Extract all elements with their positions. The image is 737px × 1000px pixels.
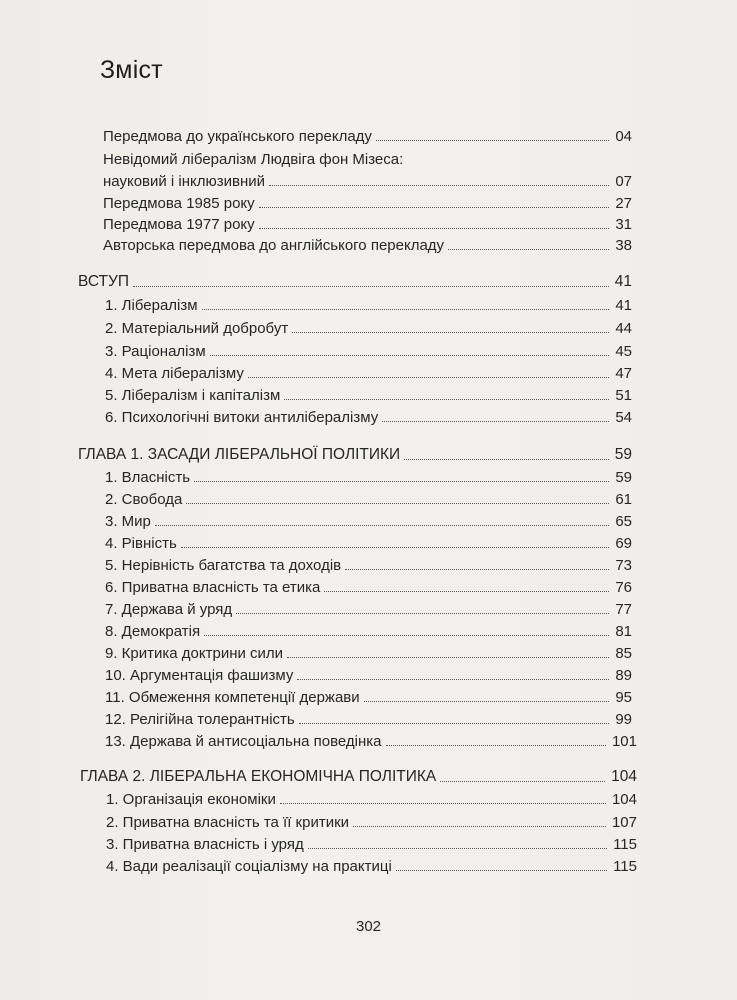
toc-entry (105, 535, 632, 552)
toc-entry-page: 59 (614, 446, 632, 463)
toc-entry-text: Передмова 1985 року (103, 195, 255, 212)
dot-leader (194, 481, 609, 482)
toc-entry-text: 4. Рівність (105, 535, 177, 552)
toc-entry-text: ГЛАВА 1. ЗАСАДИ ЛІБЕРАЛЬНОЇ ПОЛІТИКИ (78, 446, 401, 463)
toc-section-heading (78, 446, 632, 464)
toc-entry-page: 47 (615, 365, 632, 382)
dot-leader (236, 613, 609, 614)
toc-entry-page: 104 (611, 791, 637, 808)
toc-entry-page: 59 (615, 469, 632, 486)
dot-leader (376, 140, 609, 141)
toc-entry-page: 51 (615, 387, 632, 404)
toc-entry-text: 12. Релігійна толерантність (105, 711, 295, 728)
toc-entry-text: 1. Власність (105, 469, 191, 486)
dot-leader (287, 657, 609, 658)
toc-entry-text: 3. Мир (105, 513, 151, 530)
dot-leader (248, 377, 609, 378)
dot-leader (133, 286, 609, 287)
toc-entry-text: Передмова до українського перекладу (103, 128, 372, 145)
toc-entry-page: 04 (615, 128, 632, 145)
toc-entry-text: 1. Лібералізм (105, 297, 198, 314)
toc-entry-text: 2. Матеріальний добробут (105, 320, 289, 337)
toc-entry-text: 6. Приватна власність та етика (105, 579, 321, 596)
toc-entry-text: Передмова 1977 року (103, 216, 255, 233)
dot-leader (269, 185, 609, 186)
toc-entry-page: 61 (615, 491, 632, 508)
toc-entry (103, 128, 632, 145)
dot-leader (297, 679, 609, 680)
toc-entry-text: 3. Раціоналізм (105, 343, 206, 360)
toc-entry (106, 814, 637, 831)
toc-entry-text: 2. Приватна власність та її критики (106, 814, 350, 831)
toc-entry-page: 99 (615, 711, 632, 728)
dot-leader (396, 870, 607, 871)
toc-entry-page: 45 (615, 343, 632, 360)
toc-entry-text: Невідомий лібералізм Людвіга фон Мізеса: (103, 151, 404, 168)
toc-entry-page: 101 (611, 733, 637, 750)
toc-entry-text: 1. Організація економіки (106, 791, 276, 808)
dot-leader (386, 745, 606, 746)
toc-entry (105, 469, 632, 486)
toc-entry (103, 173, 632, 190)
toc-entry (106, 836, 637, 853)
dot-leader (353, 826, 606, 827)
toc-entry-page: 54 (615, 409, 632, 426)
toc-entry-text: Авторська передмова до англійського перекладу (103, 237, 445, 254)
dot-leader (448, 249, 609, 250)
dot-leader (299, 723, 610, 724)
toc-entry (105, 557, 632, 574)
dot-leader (364, 701, 610, 702)
dot-leader (308, 848, 607, 849)
dot-leader (345, 569, 609, 570)
toc-entry-text: 2. Свобода (105, 491, 183, 508)
toc-entry-text: 8. Демократія (105, 623, 201, 640)
toc-entry-page: 38 (615, 237, 632, 254)
toc-entry-text: 11. Обмеження компетенції держави (105, 689, 360, 706)
toc-entry (105, 689, 632, 706)
dot-leader (155, 525, 609, 526)
toc-section-heading (80, 768, 637, 786)
toc-entry (105, 711, 632, 728)
dot-leader (259, 228, 610, 229)
toc-entry-text: 6. Психологічні витоки антилібералізму (105, 409, 379, 426)
toc-entry (105, 409, 632, 426)
toc-entry-page: 107 (611, 814, 637, 831)
toc-entry-text: 3. Приватна власність і уряд (106, 836, 304, 853)
dot-leader (204, 635, 609, 636)
dot-leader (259, 207, 610, 208)
toc-entry-text: 7. Держава й уряд (105, 601, 233, 618)
toc-entry (105, 667, 632, 684)
toc-entry-page: 44 (615, 320, 632, 337)
toc-entry (105, 365, 632, 382)
toc-entry-page: 31 (615, 216, 632, 233)
toc-entry (105, 513, 632, 530)
toc-entry-page: 95 (615, 689, 632, 706)
dot-leader (292, 332, 609, 333)
toc-entry (105, 623, 632, 640)
toc-entry-page: 115 (613, 858, 637, 875)
toc-entry-text: науковий і інклюзивний (103, 173, 266, 190)
toc-entry (103, 237, 632, 254)
toc-entry-text: 13. Держава й антисоціальна поведінка (105, 733, 382, 750)
toc-section-heading (78, 273, 632, 291)
dot-leader (210, 355, 610, 356)
toc-entry-page: 115 (613, 836, 637, 853)
toc-entry (105, 579, 632, 596)
toc-entry-page: 77 (615, 601, 632, 618)
toc-entry (103, 195, 632, 212)
toc-entry-page: 73 (615, 557, 632, 574)
toc-entry (105, 320, 632, 337)
toc-entry-text: 4. Вади реалізації соціалізму на практиці (106, 858, 392, 875)
toc-entry (105, 343, 632, 360)
toc-entry-text: 5. Нерівність багатства та доходів (105, 557, 342, 574)
dot-leader (404, 459, 609, 460)
toc-entry-text: 4. Мета лібералізму (105, 365, 244, 382)
toc-entry-page: 65 (615, 513, 632, 530)
page-title: Зміст (100, 56, 163, 84)
toc-entry-page: 81 (615, 623, 632, 640)
toc-entry (105, 297, 632, 314)
toc-entry-page: 07 (615, 173, 632, 190)
dot-leader (440, 781, 605, 782)
toc-entry (105, 733, 637, 750)
toc-entry (106, 858, 637, 875)
dot-leader (280, 803, 606, 804)
toc-entry-page: 89 (615, 667, 632, 684)
toc-entry-page: 27 (615, 195, 632, 212)
toc-entry (103, 216, 632, 233)
toc-entry-page: 85 (615, 645, 632, 662)
toc-entry (105, 601, 632, 618)
toc-entry (106, 791, 637, 808)
toc-entry-page: 41 (615, 297, 632, 314)
toc-entry-page: 76 (615, 579, 632, 596)
toc-entry (105, 491, 632, 508)
dot-leader (186, 503, 609, 504)
toc-entry-page: 69 (615, 535, 632, 552)
toc-entry-page: 104 (611, 768, 637, 785)
toc-entry-text: 5. Лібералізм і капіталізм (105, 387, 281, 404)
page-number: 302 (355, 918, 382, 935)
dot-leader (181, 547, 610, 548)
dot-leader (382, 421, 609, 422)
toc-entry-page: 41 (614, 273, 632, 290)
dot-leader (202, 309, 610, 310)
toc-entry (105, 387, 632, 404)
toc-entry-text: ГЛАВА 2. ЛІБЕРАЛЬНА ЕКОНОМІЧНА ПОЛІТИКА (80, 768, 437, 785)
dot-leader (284, 399, 609, 400)
toc-entry-text: 10. Аргументація фашизму (105, 667, 294, 684)
toc-entry-text: ВСТУП (78, 273, 129, 290)
toc-entry-text: 9. Критика доктрини сили (105, 645, 284, 662)
dot-leader (324, 591, 609, 592)
toc-entry (105, 645, 632, 662)
